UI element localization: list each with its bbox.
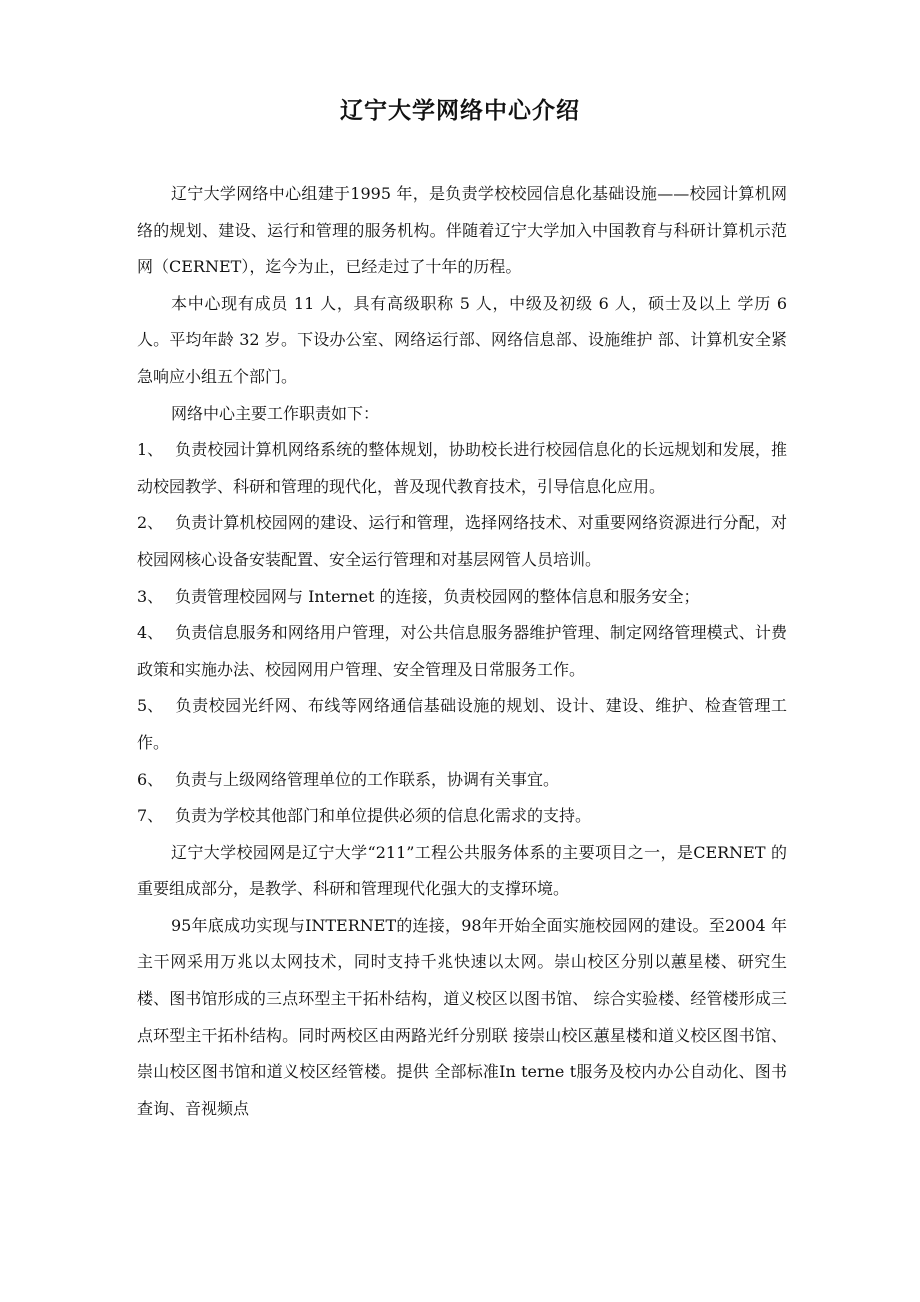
duty-item-1	[137, 432, 787, 505]
duty-text: 负责校园计算机网络系统的整体规划，协助校长进行校园信息化的长远规划和发展，推动校园教学、科研和管理的现代化，普及现代教育技术，引导信息化应用。	[137, 440, 787, 496]
duty-number: 3、	[137, 586, 164, 606]
duty-number: 6、	[137, 769, 164, 789]
duty-text: 负责计算机校园网的建设、运行和管理，选择网络技术、对重要网络资源进行分配，对校园网核心设备安装配置、安全运行管理和对基层网管人员培训。	[137, 513, 787, 569]
duty-number: 2、	[137, 513, 164, 533]
duty-item-3	[137, 579, 787, 616]
duty-number: 1、	[137, 440, 164, 460]
page-title: 辽宁大学网络中心介绍	[340, 97, 580, 124]
duty-text: 负责与上级网络管理单位的工作联系，协调有关事宜。	[175, 769, 560, 789]
duty-item-5	[137, 688, 787, 761]
document-body	[137, 176, 787, 1127]
duty-item-4	[137, 615, 787, 688]
paragraph-history: 95年底成功实现与INTERNET的连接，98年开始全面实施校园网的建设。至2004 年主干网采用万兆以太网技术，同时支持千兆快速以太网。崇山校区分别以蕙星楼、研究生楼、图书馆形成的三点环型主干拓朴结构，道义校区以图书馆、 综合实验楼、经管楼形成三点环型主干拓朴结构。同时两校区由两路光纤分别联 接崇山校区蕙星楼和道义校区图书馆、崇山校区图书馆和道义校区经管楼。提供 全部标准In terne t服务及校内办公自动化、图书查询、音视频点	[137, 915, 787, 1118]
duty-text: 负责管理校园网与 Internet 的连接，负责校园网的整体信息和服务安全；	[175, 586, 700, 606]
duty-number: 4、	[137, 623, 164, 643]
duty-item-7	[137, 798, 787, 835]
paragraph-campus-net: 辽宁大学校园网是辽宁大学“211”工程公共服务体系的主要项目之一，是CERNET 的重要组成部分，是教学、科研和管理现代化强大的支撑环境。	[137, 842, 787, 899]
paragraph-intro: 辽宁大学网络中心组建于1995 年，是负责学校校园信息化基础设施——校园计算机网络的规划、建设、运行和管理的服务机构。伴随着辽宁大学加入中国教育与科研计算机示范网（CERNET），迄今为止，已经走过了十年的历程。	[137, 184, 787, 277]
duty-item-6	[137, 762, 787, 799]
paragraph-staff: 本中心现有成员 11 人，具有高级职称 5 人，中级及初级 6 人，硕士及以上 学历 6 人。平均年龄 32 岁。下设办公室、网络运行部、网络信息部、设施维护 部、计算机安全紧急响应小组五个部门。	[137, 293, 787, 386]
duty-text: 负责为学校其他部门和单位提供必须的信息化需求的支持。	[175, 806, 592, 826]
duty-text: 负责校园光纤网、布线等网络通信基础设施的规划、设计、建设、维护、检查管理工作。	[137, 696, 787, 752]
duty-text: 负责信息服务和网络用户管理，对公共信息服务器维护管理、制定网络管理模式、计费政策和实施办法、校园网用户管理、安全管理及日常服务工作。	[137, 623, 787, 679]
duty-number: 7、	[137, 806, 164, 826]
duty-item-2	[137, 505, 787, 578]
paragraph-duties-intro: 网络中心主要工作职责如下：	[171, 403, 380, 423]
duty-number: 5、	[137, 696, 164, 716]
